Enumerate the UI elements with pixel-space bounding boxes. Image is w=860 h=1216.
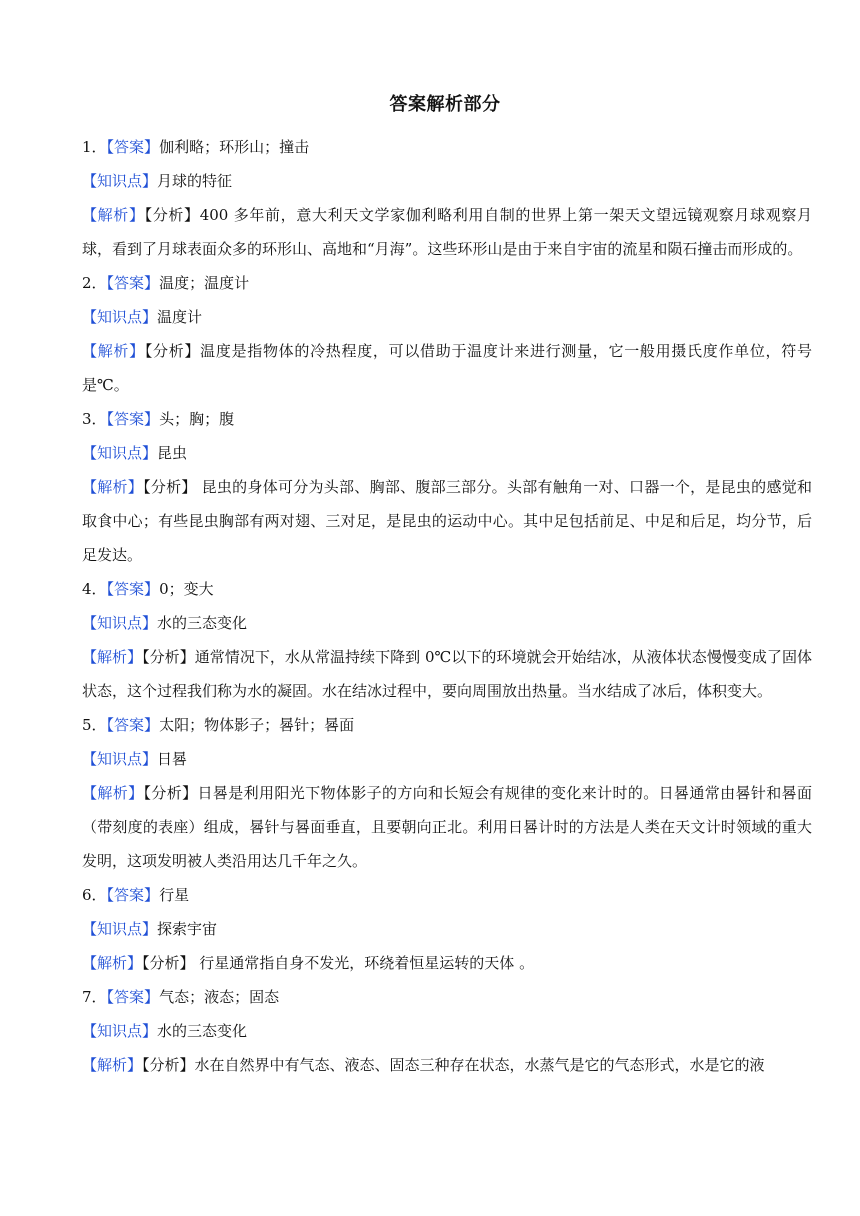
analysis-tag: 【解析】 <box>82 1056 143 1074</box>
analysis-line <box>82 1048 812 1082</box>
knowledge-line <box>82 1014 812 1048</box>
answer-item <box>82 708 812 878</box>
knowledge-text: 日晷 <box>157 750 188 768</box>
answer-tag: 【答案】 <box>106 580 160 598</box>
knowledge-tag: 【知识点】 <box>82 308 158 326</box>
analysis-line <box>82 334 812 402</box>
fenxi-tag: 【分析】 <box>144 342 201 360</box>
answer-tag: 【答案】 <box>106 138 160 156</box>
answer-text: 伽利略；环形山；撞击 <box>159 138 310 156</box>
answer-text: 头；胸；腹 <box>159 410 235 428</box>
answer-tag: 【答案】 <box>106 886 160 904</box>
analysis-line <box>82 470 812 572</box>
answer-list <box>82 130 812 1082</box>
answer-tag: 【答案】 <box>106 988 160 1006</box>
fenxi-tag: 【分析】 <box>144 206 200 224</box>
analysis-text: 行星通常指自身不发光，环绕着恒星运转的天体 。 <box>194 954 535 972</box>
knowledge-line <box>82 742 812 776</box>
analysis-text: 水在自然界中有气态、液态、固态三种存在状态，水蒸气是它的气态形式，水是它的液 <box>194 1056 765 1074</box>
item-number: 1． <box>82 138 107 156</box>
item-number: 4． <box>82 580 107 598</box>
item-number: 5． <box>82 716 107 734</box>
knowledge-tag: 【知识点】 <box>82 614 158 632</box>
page-title: 答案解析部分 <box>389 94 501 115</box>
knowledge-tag: 【知识点】 <box>82 1022 158 1040</box>
knowledge-tag: 【知识点】 <box>82 172 158 190</box>
analysis-tag: 【解析】 <box>82 784 144 802</box>
analysis-line <box>82 776 812 878</box>
fenxi-tag: 【分析】 <box>142 1056 195 1074</box>
answer-text: 温度；温度计 <box>159 274 250 292</box>
knowledge-text: 昆虫 <box>157 444 188 462</box>
answer-line <box>82 266 812 300</box>
knowledge-line <box>82 912 812 946</box>
knowledge-line <box>82 300 812 334</box>
analysis-text: 温度是指物体的冷热程度，可以借助于温度计来进行测量，它一般用摄氏度作单位，符号是℃。 <box>82 342 812 394</box>
answer-item <box>82 878 812 980</box>
analysis-tag: 【解析】 <box>82 648 143 666</box>
knowledge-line <box>82 164 812 198</box>
answer-text: 0；变大 <box>159 580 214 598</box>
analysis-line <box>82 946 812 980</box>
answer-item <box>82 266 812 402</box>
answer-text: 气态；液态；固态 <box>159 988 280 1006</box>
answer-item <box>82 572 812 708</box>
knowledge-tag: 【知识点】 <box>82 920 158 938</box>
analysis-tag: 【解析】 <box>82 206 145 224</box>
answer-line <box>82 402 812 436</box>
answer-line <box>82 130 812 164</box>
answer-line <box>82 878 812 912</box>
knowledge-text: 探索宇宙 <box>157 920 218 938</box>
analysis-tag: 【解析】 <box>82 954 143 972</box>
analysis-text: 400 多年前，意大利天文学家伽利略利用自制的世界上第一架天文望远镜观察月球观察月球，看到了月球表面众多的环形山、高地和“月海”。这些环形山是由于来自宇宙的流星和陨石撞击而形成的。 <box>82 206 812 258</box>
analysis-text: 昆虫的身体可分为头部、胸部、腹部三部分。头部有触角一对、口器一个，是昆虫的感觉和取食中心；有些昆虫胸部有两对翅、三对足，是昆虫的运动中心。其中足包括前足、中足和后足，均分节，后足发达。 <box>82 478 812 564</box>
analysis-tag: 【解析】 <box>82 342 145 360</box>
item-number: 7． <box>82 988 107 1006</box>
knowledge-line <box>82 436 812 470</box>
analysis-line <box>82 198 812 266</box>
answer-line <box>82 980 812 1014</box>
knowledge-line <box>82 606 812 640</box>
fenxi-tag: 【分析】 <box>142 954 195 972</box>
knowledge-tag: 【知识点】 <box>82 444 158 462</box>
knowledge-tag: 【知识点】 <box>82 750 158 768</box>
fenxi-tag: 【分析】 <box>143 478 197 496</box>
knowledge-text: 月球的特征 <box>157 172 233 190</box>
fenxi-tag: 【分析】 <box>143 784 198 802</box>
knowledge-text: 水的三态变化 <box>157 1022 248 1040</box>
item-number: 2． <box>82 274 107 292</box>
answer-item <box>82 980 812 1082</box>
answer-line <box>82 708 812 742</box>
item-number: 6． <box>82 886 107 904</box>
answer-line <box>82 572 812 606</box>
answer-tag: 【答案】 <box>106 716 160 734</box>
item-number: 3． <box>82 410 107 428</box>
answer-tag: 【答案】 <box>106 410 160 428</box>
answer-item <box>82 402 812 572</box>
analysis-line <box>82 640 812 708</box>
analysis-tag: 【解析】 <box>82 478 144 496</box>
answer-item <box>82 130 812 266</box>
answer-text: 太阳；物体影子；晷针；晷面 <box>159 716 355 734</box>
answer-tag: 【答案】 <box>106 274 160 292</box>
analysis-text: 日晷是利用阳光下物体影子的方向和长短会有规律的变化来计时的。日晷通常由晷针和晷面（带刻度的表座）组成，晷针与晷面垂直，且要朝向正北。利用日晷计时的方法是人类在天文计时领域的重大发明，这项发明被人类沿用达几千年之久。 <box>82 784 812 870</box>
answer-text: 行星 <box>159 886 190 904</box>
fenxi-tag: 【分析】 <box>142 648 195 666</box>
knowledge-text: 水的三态变化 <box>157 614 248 632</box>
analysis-text: 通常情况下，水从常温持续下降到 0℃以下的环境就会开始结冰，从液体状态慢慢变成了固体状态，这个过程我们称为水的凝固。水在结冰过程中，要向周围放出热量。当水结成了冰后，体积变大。 <box>82 648 812 700</box>
knowledge-text: 温度计 <box>157 308 203 326</box>
